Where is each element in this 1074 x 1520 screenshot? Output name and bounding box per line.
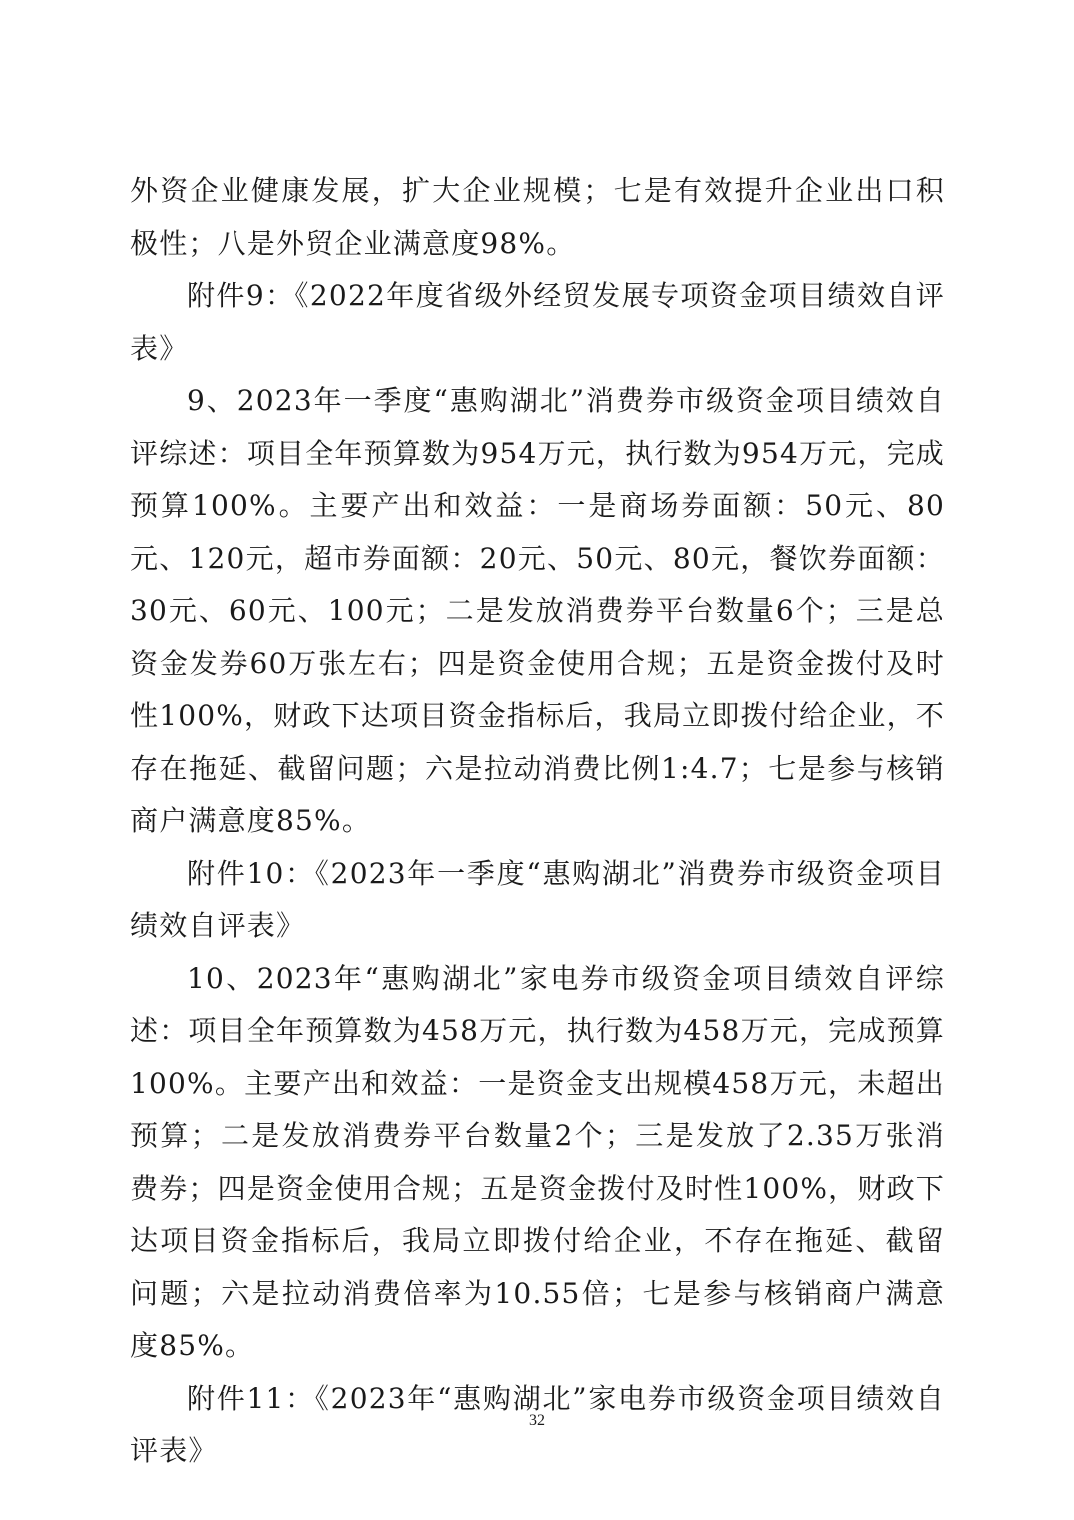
paragraph-attachment-10: 附件10：《2023年一季度“惠购湖北”消费券市级资金项目绩效自评表》 (130, 856, 945, 942)
paragraph-item-9: 9、2023年一季度“惠购湖北”消费券市级资金项目绩效自评综述：项目全年预算数为954万元，执行数为954万元，完成预算100%。主要产出和效益：一是商场券面额：50元、80元、120元，超市券面额：20元、50元、80元，餐饮券面额：30元、60元、100元；二是发放消费券平台数量6个；三是总资金发券60万张左右；四是资金使用合规；五是资金拨付及时性100%，财政下达项目资金指标后，我局立即拨付给企业，不存在拖延、截留问题；六是拉动消费比例1:4.7；七是参与核销商户满意度85%。 (130, 384, 945, 837)
document-body (130, 165, 945, 1478)
paragraph-continuation: 外资企业健康发展，扩大企业规模；七是有效提升企业出口积极性；八是外贸企业满意度98%。 (130, 174, 945, 260)
paragraph-item-10: 10、2023年“惠购湖北”家电券市级资金项目绩效自评综述：项目全年预算数为458万元，执行数为458万元，完成预算100%。主要产出和效益：一是资金支出规模458万元，未超出预算；二是发放消费券平台数量2个；三是发放了2.35万张消费券；四是资金使用合规；五是资金拨付及时性100%，财政下达项目资金指标后，我局立即拨付给企业，不存在拖延、截留问题；六是拉动消费倍率为10.55倍；七是参与核销商户满意度85%。 (130, 961, 945, 1362)
page-number: 32 (529, 1412, 545, 1429)
paragraph-attachment-9: 附件9：《2022年度省级外经贸发展专项资金项目绩效自评表》 (130, 279, 945, 365)
paragraph-attachment-11: 附件11：《2023年“惠购湖北”家电券市级资金项目绩效自评表》 (130, 1381, 945, 1467)
